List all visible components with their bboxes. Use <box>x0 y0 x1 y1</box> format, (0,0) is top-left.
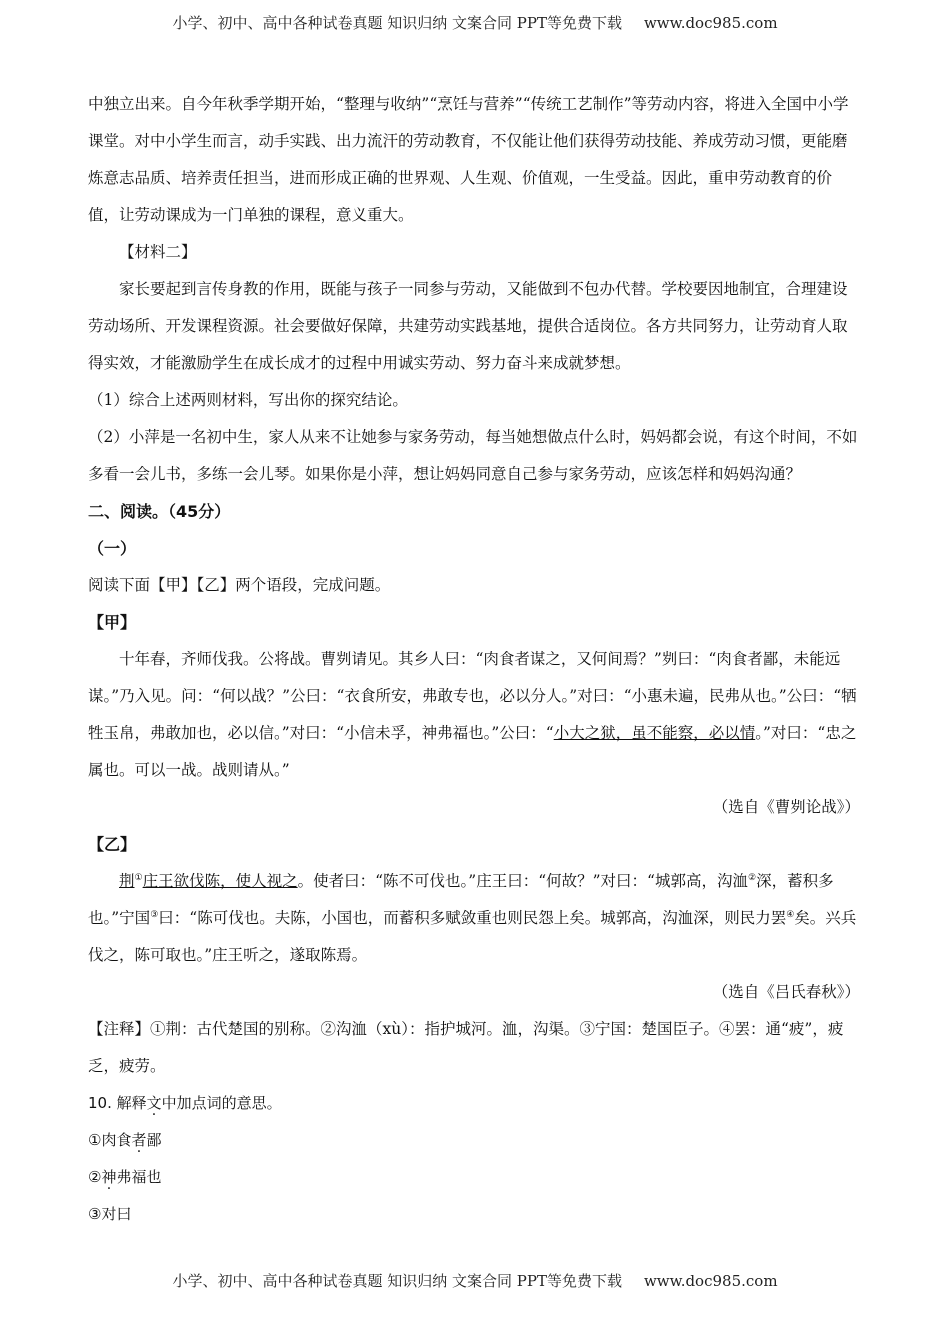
jia-text-before: 十年春，齐师伐我。公将战。曹刿请见。其乡人曰：“肉食者谋之，又何间焉？”刿曰：“肉食者鄙，未能远谋。”乃入见。问：“何以战？”公曰：“衣食所安，弗敢专也，必以分人。”对曰：“小惠未遍，民弗从也。”公曰：“牺牲玉帛，弗敢加也，必以信。”对曰：“小信未孚，神弗福也。”公曰：“ <box>88 650 857 742</box>
annotations: 【注释】①荆：古代楚国的别称。②沟洫（xù）：指护城河。洫，沟渠。③宁国：楚国臣子。④罢：通“疲”，疲乏，疲劳。 <box>88 1020 844 1075</box>
q10-item-3-suffix: 曰 <box>116 1205 132 1223</box>
note-ref-3: ③ <box>150 909 159 920</box>
question-2: （2）小萍是一名初中生，家人从来不让她参与家务劳动，每当她想做点什么时，妈妈都会说，有这个时间，不如多看一会儿书，多练一会儿琴。如果你是小萍，想让妈妈同意自己参与家务劳动，应该怎样和妈妈沟通？ <box>88 428 858 483</box>
q10-item-2-suffix: 也 <box>146 1168 162 1186</box>
header-text: 小学、初中、高中各种试卷真题 知识归纳 文案合同 PPT等免费下载 <box>172 14 622 32</box>
section-title: 二、阅读。（45分） <box>88 502 231 521</box>
section-intro: 阅读下面【甲】【乙】两个语段，完成问题。 <box>88 576 391 594</box>
material1-paragraph: 中独立出来。自今年秋季学期开始，“整理与收纳”“烹饪与营养”“传统工艺制作”等劳动内容，将进入全国中小学课堂。对中小学生而言，动手实践、出力流汗的劳动教育，不仅能让他们获得劳动技能、养成劳动习惯，更能磨炼意志品质、培养责任担当，进而形成正确的世界观、人生观、价值观，一生受益。因此，重申劳动教育的价值，让劳动课成为一门单独的课程，意义重大。 <box>88 95 849 224</box>
jia-source: （选自《曹刿论战》） <box>712 798 860 816</box>
jia-text-after: 。”对曰：“忠之属也。可以一战。战则请从。” <box>88 724 857 779</box>
jia-underlined: 小大之狱，虽不能察，必以情 <box>553 724 756 742</box>
yi-text-4: 矣。兴兵伐之，陈可取也。”庄王听之，遂取陈焉。 <box>88 909 857 964</box>
q10-item-1-dotted-word: 鄙 <box>146 1131 162 1149</box>
page-header <box>0 12 950 33</box>
jia-paragraph <box>88 641 860 789</box>
question-1: （1）综合上述两则材料，写出你的探究结论。 <box>88 391 408 409</box>
footer-text: 小学、初中、高中各种试卷真题 知识归纳 文案合同 PPT等免费下载 <box>172 1272 622 1290</box>
yi-underlined-1: 荆 <box>119 872 135 890</box>
q10-item-2-dotted-word: 福 <box>131 1168 147 1186</box>
q10-item-3-prefix: ③ <box>88 1205 102 1223</box>
footer-url[interactable]: www.doc985.com <box>643 1272 778 1290</box>
jia-label: 【甲】 <box>88 613 137 632</box>
header-url[interactable]: www.doc985.com <box>643 14 778 32</box>
q10-item-1 <box>88 1122 860 1159</box>
page-footer <box>0 1270 950 1291</box>
note-ref-2: ② <box>747 872 757 883</box>
yi-paragraph <box>88 863 860 974</box>
q10-item-2 <box>88 1159 860 1196</box>
q10-item-3 <box>88 1196 860 1233</box>
yi-underlined-2: 庄王欲伐陈，使人视之 <box>142 872 298 890</box>
material2-paragraph: 家长要起到言传身教的作用，既能与孩子一同参与劳动，又能做到不包办代替。学校要因地制宜，合理建设劳动场所、开发课程资源。社会要做好保障，共建劳动实践基地，提供合适岗位。各方共同努力，让劳动育人取得实效，才能激励学生在成长成才的过程中用诚实劳动、努力奋斗来成就梦想。 <box>88 280 848 372</box>
yi-source: （选自《吕氏春秋》） <box>712 983 860 1001</box>
yi-text-1: 。使者曰：“陈不可伐也。”庄王曰：“何故？”对曰：“城郭高，沟洫 <box>297 872 748 890</box>
yi-label: 【乙】 <box>88 835 137 854</box>
q10-item-2-prefix: ②神弗 <box>88 1168 132 1186</box>
q10-item-3-dotted-word: 对 <box>101 1205 117 1223</box>
yi-text-2: 深，蓄积多也。”宁国 <box>88 872 834 927</box>
document-body <box>88 86 860 1233</box>
section-subtitle: （一） <box>88 539 137 558</box>
note-ref-1: ① <box>134 872 143 883</box>
yi-text-3: 曰：“陈可伐也。夫陈，小国也，而蓄积多赋敛重也则民怨上矣。城郭高，沟洫深，则民力罢 <box>158 909 787 927</box>
material2-label: 【材料二】 <box>119 243 197 261</box>
q10-item-1-prefix: ①肉食者 <box>88 1131 147 1149</box>
question-10-title: 10. 解释文中加点词的意思。 <box>88 1094 282 1112</box>
note-ref-4: ④ <box>786 909 795 920</box>
